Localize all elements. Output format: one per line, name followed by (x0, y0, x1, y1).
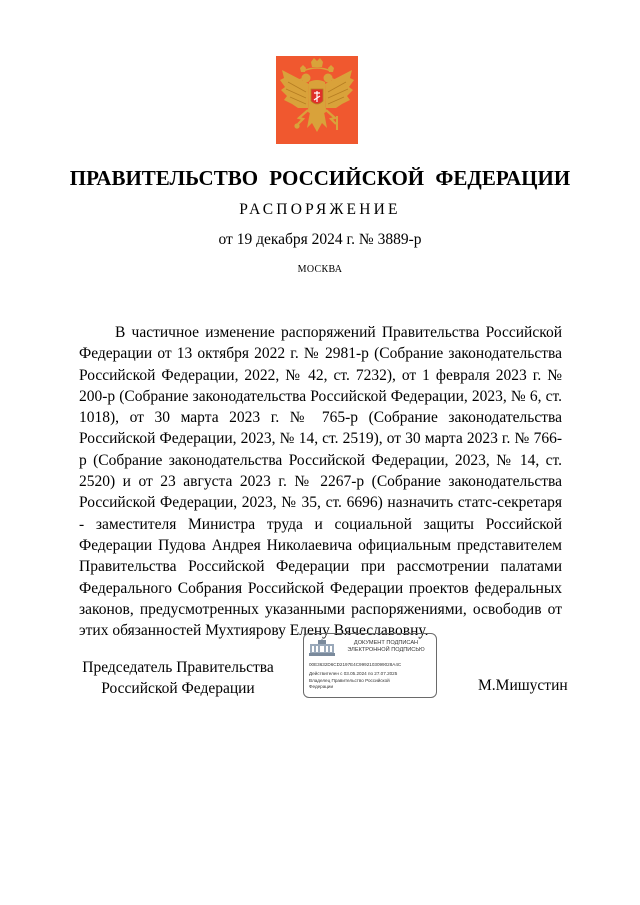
esig-serial: 00E3632D6CD2197E4C9992103099028A4C (309, 662, 402, 667)
electronic-signature-stamp (303, 633, 437, 698)
esig-owner-line-2: Федерации (309, 684, 334, 689)
government-building-icon (309, 639, 335, 656)
signer-name: М.Мишустин (478, 677, 568, 694)
esig-owner-line-1: Владелец Правительство Российской (309, 678, 390, 683)
government-title: ПРАВИТЕЛЬСТВО РОССИЙСКОЙ ФЕДЕРАЦИИ (69, 166, 571, 190)
esig-title-line-2: ЭЛЕКТРОННОЙ ПОДПИСЬЮ (347, 647, 425, 653)
signer-position-line-1: Председатель Правительства (82, 659, 274, 676)
signer-position (78, 657, 278, 699)
document-date-number: от 19 декабря 2024 г. № 3889-р (218, 231, 422, 248)
esig-validity: Действителен с 03.05.2024 по 27.07.2025 (309, 671, 398, 676)
coat-of-arms-icon (276, 56, 358, 144)
signer-position-line-2: Российской Федерации (101, 680, 255, 697)
city: МОСКВА (297, 264, 343, 275)
document-type: РАСПОРЯЖЕНИЕ (239, 201, 401, 218)
esig-title (339, 640, 433, 654)
order-text: В частичное изменение распоряжений Правительства Российской Федерации от 13 октября 2022 г. № 2981-р (Собрание законодательства Российской Федерации, 2022, № 42, ст. 7232), от 1 февраля 2023 г. № 200-р (Собрание законодательства Российской Федерации, 2023, № 6, ст. 1018), от 30 марта 2023 г. № 765-р (Собрание законодательства Российской Федерации, 2023, № 14, ст. 2519), от 30 марта 2023 г. № 766-р (Собрание законодательства Российской Федерации, 2023, № 14, ст. 2520) и от 23 августа 2023 г. № 2267-р (Собрание законодательства Российской Федерации, 2023, № 35, ст. 6696) назначить статс-секретаря - заместителя Министра труда и социальной защиты Российской Федерации Пудова Андрея Николаевича официальным представителем Правительства Российской Федерации при рассмотрении палатами Федерального Собрания Российской Федерации проектов федеральных законов, предусмотренных указанными распоряжениями, освободив от этих обязанностей Мухтиярову Елену Вячеславовну. (79, 324, 562, 640)
esig-title-line-1: ДОКУМЕНТ ПОДПИСАН (353, 640, 419, 646)
